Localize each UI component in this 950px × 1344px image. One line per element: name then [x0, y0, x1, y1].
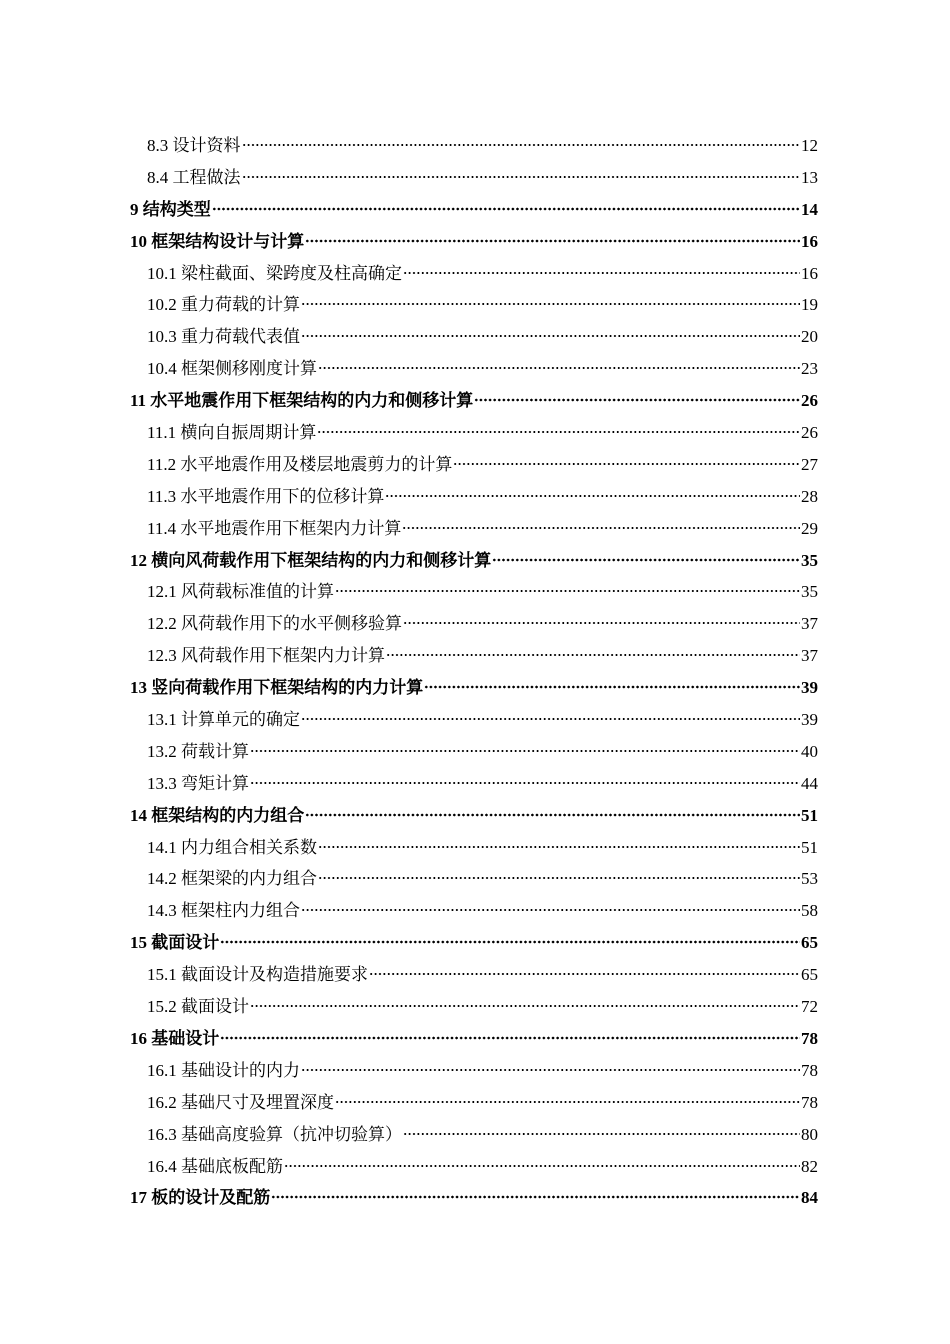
toc-entry-title: 15.1 截面设计及构造措施要求	[147, 965, 368, 985]
toc-section-entry[interactable]	[130, 991, 818, 1023]
toc-entry-title: 16.1 基础设计的内力	[147, 1060, 300, 1080]
toc-entry-title: 9 结构类型	[130, 199, 211, 219]
toc-entry-title: 10.2 重力荷载的计算	[147, 295, 300, 315]
toc-dot-leader	[318, 845, 800, 849]
toc-dot-leader	[403, 621, 800, 625]
toc-dot-leader	[242, 175, 801, 179]
toc-entry-title: 16 基础设计	[130, 1028, 220, 1048]
toc-entry-page-number: 37	[801, 646, 818, 666]
toc-dot-leader	[318, 876, 800, 880]
toc-dot-leader	[385, 494, 800, 498]
toc-entry-page-number: 35	[801, 582, 818, 602]
toc-dot-leader	[474, 398, 800, 402]
toc-entry-page-number: 84	[801, 1188, 818, 1208]
toc-entry-page-number: 51	[801, 837, 818, 857]
toc-dot-leader	[301, 302, 800, 306]
toc-chapter-entry[interactable]	[130, 385, 818, 417]
toc-entry-page-number: 12	[801, 136, 818, 155]
toc-section-entry[interactable]	[130, 640, 818, 672]
toc-dot-leader	[301, 717, 800, 721]
toc-dot-leader	[250, 781, 800, 785]
toc-chapter-entry[interactable]	[130, 927, 818, 959]
toc-entry-title: 12.3 风荷载作用下框架内力计算	[147, 646, 385, 666]
toc-dot-leader	[317, 430, 800, 434]
toc-entry-page-number: 20	[801, 327, 818, 347]
toc-entry-page-number: 78	[801, 1028, 818, 1048]
toc-entry-page-number: 51	[801, 805, 818, 825]
toc-entry-page-number: 37	[801, 614, 818, 634]
toc-entry-title: 13.3 弯矩计算	[147, 773, 249, 793]
toc-section-entry[interactable]	[130, 608, 818, 640]
toc-entry-page-number: 26	[801, 391, 818, 411]
toc-section-entry[interactable]	[130, 736, 818, 768]
toc-entry-page-number: 65	[801, 933, 818, 953]
toc-section-entry[interactable]	[130, 513, 818, 545]
toc-dot-leader	[301, 908, 800, 912]
toc-entry-title: 11.2 水平地震作用及楼层地震剪力的计算	[147, 454, 453, 474]
toc-section-entry[interactable]	[130, 832, 818, 864]
toc-entry-title: 15 截面设计	[130, 933, 220, 953]
toc-entry-title: 14.3 框架柱内力组合	[147, 901, 300, 921]
toc-chapter-entry[interactable]	[130, 545, 818, 577]
toc-dot-leader	[335, 1100, 800, 1104]
toc-section-entry[interactable]	[130, 258, 818, 290]
toc-entry-title: 12.1 风荷载标准值的计算	[147, 582, 334, 602]
toc-dot-leader	[402, 526, 800, 530]
toc-entry-title: 8.3 设计资料	[147, 136, 241, 155]
toc-section-entry[interactable]	[130, 1087, 818, 1119]
toc-section-entry[interactable]	[130, 289, 818, 321]
toc-dot-leader	[492, 558, 800, 562]
toc-section-entry[interactable]	[130, 768, 818, 800]
toc-section-entry[interactable]	[130, 162, 818, 194]
toc-section-entry[interactable]	[130, 895, 818, 927]
toc-entry-title: 11.4 水平地震作用下框架内力计算	[147, 518, 402, 538]
toc-entry-page-number: 58	[801, 901, 818, 921]
toc-chapter-entry[interactable]	[130, 1023, 818, 1055]
toc-dot-leader	[220, 1036, 800, 1040]
toc-entry-page-number: 27	[801, 454, 818, 474]
toc-section-entry[interactable]	[130, 1055, 818, 1087]
toc-dot-leader	[386, 653, 800, 657]
toc-dot-leader	[318, 366, 800, 370]
toc-entry-title: 17 板的设计及配筋	[130, 1188, 271, 1208]
toc-chapter-entry[interactable]	[130, 672, 818, 704]
toc-entry-page-number: 35	[801, 550, 818, 570]
toc-dot-leader	[369, 972, 800, 976]
toc-entry-page-number: 53	[801, 869, 818, 889]
toc-entry-title: 14.1 内力组合相关系数	[147, 837, 317, 857]
toc-entry-page-number: 16	[801, 231, 818, 251]
toc-dot-leader	[220, 940, 800, 944]
toc-entry-title: 8.4 工程做法	[147, 167, 241, 187]
toc-entry-title: 14 框架结构的内力组合	[130, 805, 305, 825]
toc-section-entry[interactable]	[130, 417, 818, 449]
toc-entry-title: 11.1 横向自振周期计算	[147, 423, 317, 443]
toc-entry-page-number: 16	[801, 263, 818, 283]
toc-entry-title: 11 水平地震作用下框架结构的内力和侧移计算	[130, 391, 474, 411]
toc-entry-page-number: 72	[801, 997, 818, 1017]
toc-dot-leader	[301, 334, 800, 338]
toc-chapter-entry[interactable]	[130, 1182, 818, 1214]
toc-entry-page-number: 19	[801, 295, 818, 315]
toc-entry-page-number: 28	[801, 486, 818, 506]
toc-entry-title: 13 竖向荷载作用下框架结构的内力计算	[130, 678, 424, 698]
toc-entry-title: 10 框架结构设计与计算	[130, 231, 305, 251]
toc-dot-leader	[403, 1132, 800, 1136]
table-of-contents	[130, 130, 818, 1214]
toc-chapter-entry[interactable]	[130, 194, 818, 226]
toc-entry-page-number: 23	[801, 359, 818, 379]
toc-dot-leader	[250, 749, 800, 753]
toc-entry-page-number: 14	[801, 199, 818, 219]
toc-section-entry[interactable]	[130, 353, 818, 385]
toc-entry-title: 10.4 框架侧移刚度计算	[147, 359, 317, 379]
toc-section-entry[interactable]	[130, 704, 818, 736]
toc-dot-leader	[250, 1004, 800, 1008]
toc-dot-leader	[453, 462, 800, 466]
toc-dot-leader	[305, 813, 800, 817]
toc-dot-leader	[305, 239, 800, 243]
toc-entry-title: 16.3 基础高度验算（抗冲切验算）	[147, 1124, 402, 1144]
toc-entry-page-number: 44	[801, 773, 818, 793]
toc-section-entry[interactable]	[130, 959, 818, 991]
toc-entry-title: 14.2 框架梁的内力组合	[147, 869, 317, 889]
toc-chapter-entry[interactable]	[130, 800, 818, 832]
toc-section-entry[interactable]	[130, 1119, 818, 1151]
toc-section-entry[interactable]	[130, 576, 818, 608]
toc-entry-page-number: 78	[801, 1060, 818, 1080]
toc-dot-leader	[212, 207, 800, 211]
toc-section-entry[interactable]	[130, 863, 818, 895]
toc-entry-title: 15.2 截面设计	[147, 997, 249, 1017]
toc-section-entry[interactable]	[130, 321, 818, 353]
toc-entry-title: 13.2 荷载计算	[147, 741, 249, 761]
toc-chapter-entry[interactable]	[130, 226, 818, 258]
toc-entry-title: 13.1 计算单元的确定	[147, 710, 300, 730]
toc-entry-page-number: 65	[801, 965, 818, 985]
toc-entry-page-number: 39	[801, 678, 818, 698]
toc-dot-leader	[242, 143, 801, 147]
toc-entry-page-number: 39	[801, 710, 818, 730]
toc-entry-title: 12 横向风荷载作用下框架结构的内力和侧移计算	[130, 550, 492, 570]
toc-entry-page-number: 40	[801, 741, 818, 761]
toc-dot-leader	[284, 1164, 800, 1168]
toc-entry-title: 12.2 风荷载作用下的水平侧移验算	[147, 614, 402, 634]
toc-section-entry[interactable]	[130, 481, 818, 513]
toc-section-entry[interactable]	[130, 449, 818, 481]
toc-entry-title: 10.1 梁柱截面、梁跨度及柱高确定	[147, 263, 402, 283]
toc-entry-page-number: 26	[801, 423, 818, 443]
toc-dot-leader	[301, 1068, 800, 1072]
toc-entry-page-number: 29	[801, 518, 818, 538]
toc-dot-leader	[271, 1195, 800, 1199]
toc-entry-page-number: 82	[801, 1156, 818, 1176]
toc-entry-title: 10.3 重力荷载代表值	[147, 327, 300, 347]
toc-dot-leader	[403, 271, 800, 275]
toc-dot-leader	[335, 589, 800, 593]
toc-dot-leader	[424, 685, 800, 689]
toc-entry-title: 11.3 水平地震作用下的位移计算	[147, 486, 385, 506]
toc-section-entry[interactable]	[130, 1151, 818, 1183]
toc-entry-page-number: 13	[801, 167, 818, 187]
toc-entry-page-number: 78	[801, 1092, 818, 1112]
toc-entry-page-number: 80	[801, 1124, 818, 1144]
toc-section-entry[interactable]	[130, 130, 818, 162]
toc-entry-title: 16.2 基础尺寸及埋置深度	[147, 1092, 334, 1112]
toc-entry-title: 16.4 基础底板配筋	[147, 1156, 283, 1176]
